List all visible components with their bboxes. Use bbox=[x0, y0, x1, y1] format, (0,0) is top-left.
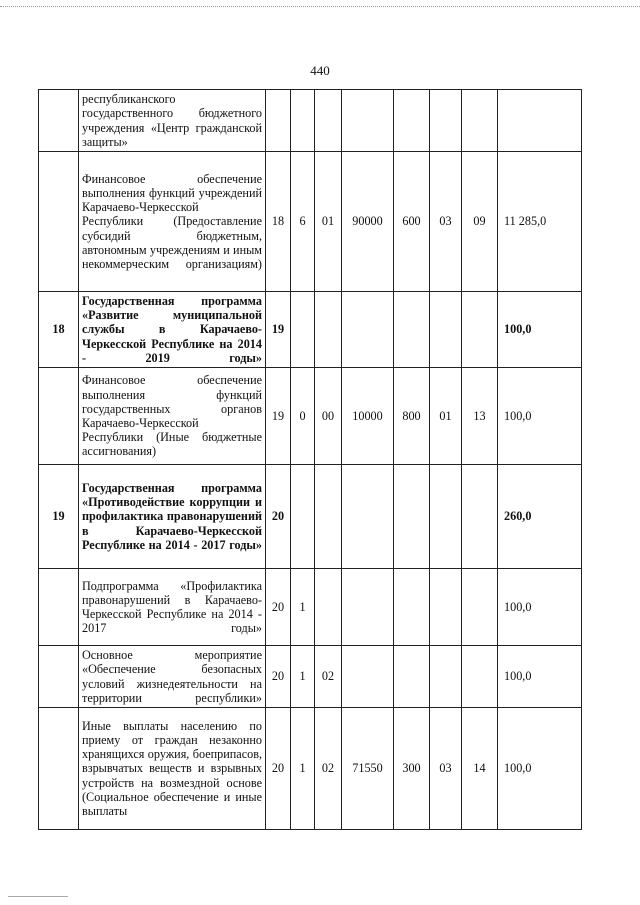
row-number bbox=[39, 152, 79, 292]
code-program bbox=[266, 90, 291, 152]
row-description: Подпрограмма «Профилактика правонарушений в Карачаево-Черкесской Республике на 2014 - 2017 годы» bbox=[79, 569, 266, 646]
code-main-event bbox=[315, 292, 342, 368]
code-direction: 71550 bbox=[342, 708, 394, 830]
row-number bbox=[39, 708, 79, 830]
page-number: 440 bbox=[310, 63, 330, 78]
row-number bbox=[39, 646, 79, 708]
table-row bbox=[39, 465, 582, 569]
code-subprogram: 6 bbox=[291, 152, 315, 292]
code-direction: 10000 bbox=[342, 368, 394, 465]
code-direction bbox=[342, 465, 394, 569]
code-direction: 90000 bbox=[342, 152, 394, 292]
code-main-event: 02 bbox=[315, 708, 342, 830]
code-program: 20 bbox=[266, 646, 291, 708]
budget-table bbox=[38, 89, 582, 830]
code-program: 20 bbox=[266, 569, 291, 646]
table-row bbox=[39, 152, 582, 292]
row-number: 19 bbox=[39, 465, 79, 569]
row-amount bbox=[498, 90, 582, 152]
code-direction bbox=[342, 569, 394, 646]
code-section bbox=[430, 646, 462, 708]
code-subprogram bbox=[291, 465, 315, 569]
code-expense-type: 600 bbox=[394, 152, 430, 292]
code-subsection: 09 bbox=[462, 152, 498, 292]
code-program: 20 bbox=[266, 465, 291, 569]
row-amount: 100,0 bbox=[498, 368, 582, 465]
code-section bbox=[430, 292, 462, 368]
table-row bbox=[39, 646, 582, 708]
code-subprogram bbox=[291, 292, 315, 368]
row-amount: 260,0 bbox=[498, 465, 582, 569]
code-program: 19 bbox=[266, 292, 291, 368]
row-amount: 100,0 bbox=[498, 646, 582, 708]
code-program: 19 bbox=[266, 368, 291, 465]
code-direction bbox=[342, 292, 394, 368]
code-subsection bbox=[462, 292, 498, 368]
code-subsection: 13 bbox=[462, 368, 498, 465]
code-section bbox=[430, 90, 462, 152]
code-expense-type: 300 bbox=[394, 708, 430, 830]
code-subprogram: 1 bbox=[291, 569, 315, 646]
row-description: республиканского государственного бюджетного учреждения «Центр гражданской защиты» bbox=[79, 90, 266, 152]
code-main-event: 00 bbox=[315, 368, 342, 465]
code-program: 20 bbox=[266, 708, 291, 830]
code-expense-type bbox=[394, 90, 430, 152]
row-number bbox=[39, 368, 79, 465]
row-number bbox=[39, 90, 79, 152]
scan-edge-mark bbox=[8, 896, 68, 898]
scan-edge-line bbox=[0, 6, 640, 8]
code-expense-type bbox=[394, 292, 430, 368]
code-program: 18 bbox=[266, 152, 291, 292]
row-amount: 100,0 bbox=[498, 708, 582, 830]
code-subprogram bbox=[291, 90, 315, 152]
table-body bbox=[39, 90, 582, 830]
row-description: Государственная программа «Противодействие коррупции и профилактика правонарушений в Карачаево-Черкесской Республике на 2014 - 2017 годы» bbox=[79, 465, 266, 569]
table-row bbox=[39, 569, 582, 646]
table-row bbox=[39, 708, 582, 830]
row-description: Основное мероприятие «Обеспечение безопасных условий жизнедеятельности на территории республики» bbox=[79, 646, 266, 708]
code-subsection: 14 bbox=[462, 708, 498, 830]
table-row bbox=[39, 90, 582, 152]
code-subprogram: 1 bbox=[291, 708, 315, 830]
code-main-event bbox=[315, 569, 342, 646]
code-main-event: 02 bbox=[315, 646, 342, 708]
code-section: 03 bbox=[430, 708, 462, 830]
row-amount: 100,0 bbox=[498, 569, 582, 646]
row-description: Иные выплаты населению по приему от граждан незаконно хранящихся оружия, боеприпасов, взрывчатых веществ и взрывных устройств на возмездной основе (Социальное обеспечение и иные выплаты bbox=[79, 708, 266, 830]
code-section: 03 bbox=[430, 152, 462, 292]
code-subprogram: 0 bbox=[291, 368, 315, 465]
code-subprogram: 1 bbox=[291, 646, 315, 708]
code-subsection bbox=[462, 465, 498, 569]
row-description: Финансовое обеспечение выполнения функций государственных органов Карачаево-Черкесской Республики (Иные бюджетные ассигнования) bbox=[79, 368, 266, 465]
row-description: Государственная программа «Развитие муниципальной службы в Карачаево-Черкесской Республике на 2014 - 2019 годы» bbox=[79, 292, 266, 368]
code-section bbox=[430, 569, 462, 646]
table-row bbox=[39, 292, 582, 368]
row-amount: 11 285,0 bbox=[498, 152, 582, 292]
code-expense-type bbox=[394, 569, 430, 646]
code-section: 01 bbox=[430, 368, 462, 465]
code-section bbox=[430, 465, 462, 569]
row-number: 18 bbox=[39, 292, 79, 368]
table-row bbox=[39, 368, 582, 465]
row-description: Финансовое обеспечение выполнения функций учреждений Карачаево-Черкесской Республики (Предоставление субсидий бюджетным, автономным учреждениям и иным некоммерческим организациям) bbox=[79, 152, 266, 292]
code-subsection bbox=[462, 569, 498, 646]
code-main-event bbox=[315, 465, 342, 569]
row-number bbox=[39, 569, 79, 646]
code-main-event bbox=[315, 90, 342, 152]
code-main-event: 01 bbox=[315, 152, 342, 292]
code-expense-type bbox=[394, 465, 430, 569]
code-direction bbox=[342, 90, 394, 152]
code-expense-type bbox=[394, 646, 430, 708]
code-subsection bbox=[462, 646, 498, 708]
code-direction bbox=[342, 646, 394, 708]
code-expense-type: 800 bbox=[394, 368, 430, 465]
code-subsection bbox=[462, 90, 498, 152]
row-amount: 100,0 bbox=[498, 292, 582, 368]
